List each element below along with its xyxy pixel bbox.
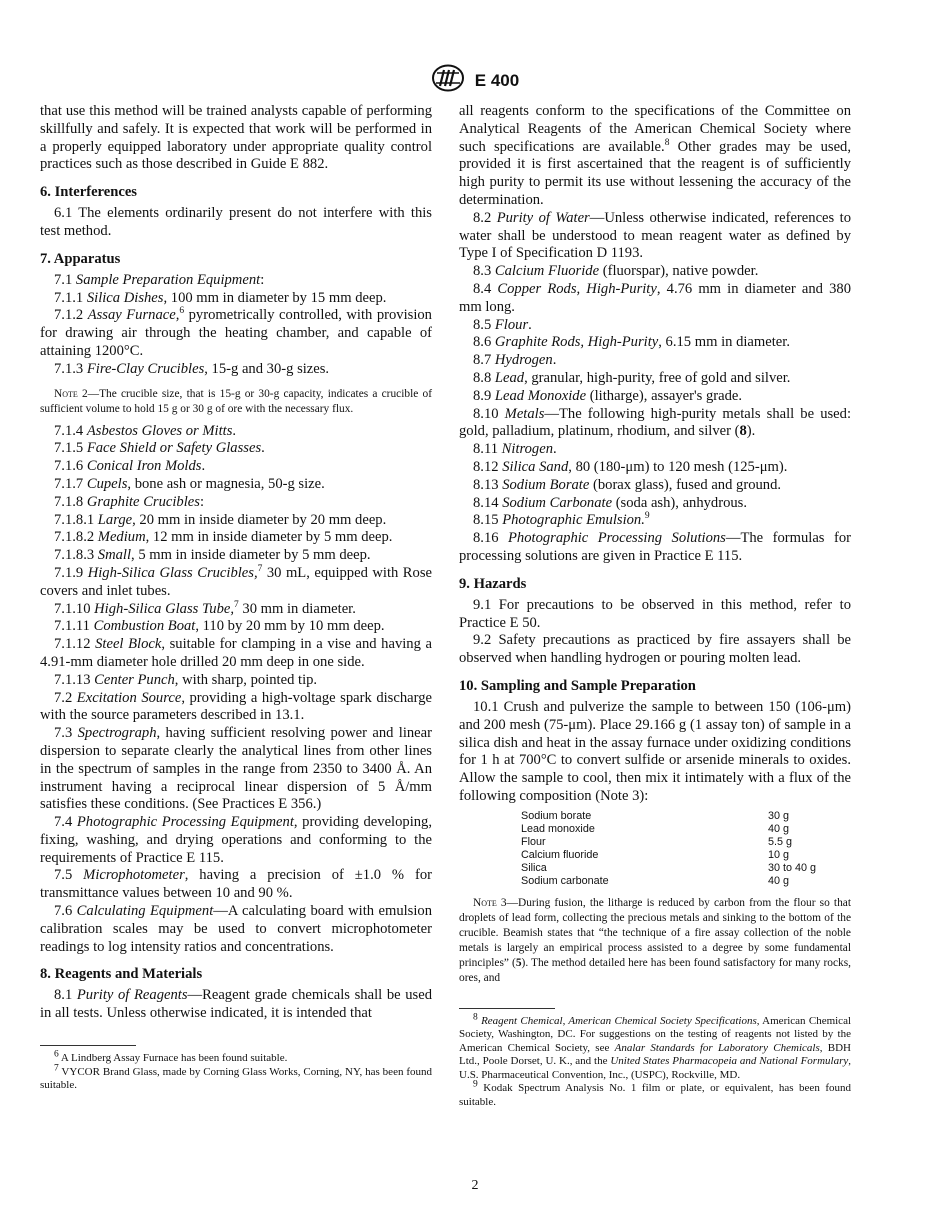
item-7-1-9: 7.1.9 High-Silica Glass Crucibles,$^7$ 30 mL, equipped with Rose covers and inlet tubes. xyxy=(40,564,432,599)
footnote-divider xyxy=(459,1008,555,1009)
item-8-15: 8.15 Photographic Emulsion.$^9$ xyxy=(473,511,650,529)
item-7-1-8-2: 7.1.8.2 Medium, 12 mm in inside diameter by 5 mm deep. xyxy=(54,529,393,546)
item-8-5: 8.5 Flour. xyxy=(473,316,532,333)
table-row: Silica 30 to 40 g xyxy=(521,861,817,874)
item-8-16: 8.16 Photographic Processing Solutions—The formulas for processing solutions are given in Practice E 115. xyxy=(459,530,851,564)
item-7-2: 7.2 Excitation Source, providing a high-voltage spark discharge with the source parameters described in 13.1. xyxy=(40,689,432,724)
item-7-1: 7.1 Sample Preparation Equipment: xyxy=(54,271,265,288)
item-7-1-2: 7.1.2 Assay Furnace,$^6$ pyrometrically controlled, with provision for drawing air through the heating chamber, and capable of attaining 1200°C. xyxy=(40,306,432,359)
note-2: Note 2—The crucible size, that is 15-g or 30-g capacity, indicates a crucible of sufficient volume to hold 15 g or 30 g of ore with the necessary flux. xyxy=(40,387,432,415)
item-8-9: 8.9 Lead Monoxide (litharge), assayer's grade. xyxy=(473,387,743,404)
table-row: Sodium borate 30 g xyxy=(521,809,790,822)
item-7-1-7: 7.1.7 Cupels, bone ash or magnesia, 50-g size. xyxy=(54,475,325,492)
paragraph: all reagents conform to the specifications of the Committee on Analytical Reagents of the American Chemical Society where such specifications are available.$^8$ Other grades may be used, provided it is first ascertained that the reagent is of sufficiently high purity to permit its use without lessening the accuracy of the determination. xyxy=(459,103,851,208)
item-9-1: 9.1 For precautions to be observed in this method, refer to Practice E 50. xyxy=(459,596,851,631)
page-header xyxy=(0,64,950,97)
item-7-1-13: 7.1.13 Center Punch, with sharp, pointed tip. xyxy=(54,671,318,688)
section-heading: 9. Hazards xyxy=(459,575,527,592)
note-3: Note 3—During fusion, the litharge is reduced by carbon from the flour so that droplets of lead form, collecting the precious metals and sinking to the bottom of the crucible. Beamish states that “the technique of a fire assay collection of the noble metals is largely an empirical process assisted to a degree by some fundamental principles” (5). The method detailed here has been found satisfactory for many rocks, ores, and xyxy=(459,896,852,984)
right-column xyxy=(459,103,851,1109)
item-7-1-3: 7.1.3 Fire-Clay Crucibles, 15-g and 30-g sizes. xyxy=(54,360,330,377)
item-7-3: 7.3 Spectrograph, having sufficient resolving power and linear dispersion to separate clearly the analytical lines from other lines in the spectrum of samples in the range from 2350 to 3400 Å. An instrument having a reciprocal linear dispersion of 5 Å/mm satisfies these conditions. (See Practices E 356.) xyxy=(40,725,432,813)
item-7-1-5: 7.1.5 Face Shield or Safety Glasses. xyxy=(54,440,265,457)
item-7-1-11: 7.1.11 Combustion Boat, 110 by 20 mm by 10 mm deep. xyxy=(54,618,385,635)
item-7-1-12: 7.1.12 Steel Block, suitable for clamping in a vise and having a 4.91-mm diameter hole drilled 20 mm deep in one side. xyxy=(40,636,432,670)
item-8-13: 8.13 Sodium Borate (borax glass), fused and ground. xyxy=(473,476,782,493)
item-7-4: 7.4 Photographic Processing Equipment, providing developing, fixing, washing, and drying operations and conforming to the requirements of Practice E 115. xyxy=(40,814,433,866)
item-7-1-8-1: 7.1.8.1 Large, 20 mm in inside diameter by 20 mm deep. xyxy=(54,511,387,528)
item-8-3: 8.3 Calcium Fluoride (fluorspar), native powder. xyxy=(473,263,759,280)
table-row: Sodium carbonate 40 g xyxy=(521,874,790,887)
flux-composition-table xyxy=(521,810,816,888)
item-8-11: 8.11 Nitrogen. xyxy=(473,441,557,458)
item-7-1-6: 7.1.6 Conical Iron Molds. xyxy=(54,458,206,475)
item-8-1: 8.1 Purity of Reagents—Reagent grade chemicals shall be used in all tests. Unless otherwise indicated, it is intended that xyxy=(40,987,432,1022)
item-8-12: 8.12 Silica Sand, 80 (180-μm) to 120 mesh (125-μm). xyxy=(473,458,788,475)
section-heading: 10. Sampling and Sample Preparation xyxy=(459,677,696,694)
footnote-7: $^7$ VYCOR Brand Glass, made by Corning Glass Works, Corning, NY, has been found suitable. xyxy=(40,1062,432,1092)
item-8-14: 8.14 Sodium Carbonate (soda ash), anhydrous. xyxy=(473,494,748,511)
footnote-9: $^9$ Kodak Spectrum Analysis No. 1 film or plate, or equivalent, has been found suitable. xyxy=(459,1079,851,1108)
item-8-7: 8.7 Hydrogen. xyxy=(473,352,557,369)
item-7-1-8-3: 7.1.8.3 Small, 5 mm in inside diameter by 5 mm deep. xyxy=(54,547,371,564)
footnote-6: $^6$ A Lindberg Assay Furnace has been found suitable. xyxy=(54,1049,288,1065)
table-row: Lead monoxide 40 g xyxy=(521,822,790,835)
item-8-4: 8.4 Copper Rods, High-Purity, 4.76 mm in diameter and 380 mm long. xyxy=(459,280,851,315)
item-7-5: 7.5 Microphotometer, having a precision of ±1.0 % for transmittance values between 10 and 90 %. xyxy=(40,867,433,902)
page-number: 2 xyxy=(471,1178,479,1193)
item-9-2: 9.2 Safety precautions as practiced by fire assayers shall be observed when handling hydrogen or pouring molten lead. xyxy=(459,632,851,667)
table-row: Flour 5.5 g xyxy=(521,835,793,848)
section-heading: 8. Reagents and Materials xyxy=(40,966,203,983)
table-row: Calcium fluoride 10 g xyxy=(521,848,790,861)
item-8-6: 8.6 Graphite Rods, High-Purity, 6.15 mm in diameter. xyxy=(473,334,790,351)
footnote-8: $^8$ Reagent Chemical, American Chemical Society Specifications, American Chemical Society, Washington, DC. For suggestions on the testing of reagents not listed by the American Chemical Society, see Analar Standards for Laboratory Chemicals, BDH Ltd., Poole Dorset, U. K., and the United States Pharmacopeia and National Formulary, U.S. Pharmaceutical Convention, Inc., (USPC), Rockville, MD. xyxy=(459,1012,852,1081)
item-8-8: 8.8 Lead, granular, high-purity, free of gold and silver. xyxy=(473,369,791,386)
left-column xyxy=(40,103,432,1093)
item-10-1: 10.1 Crush and pulverize the sample to between 150 (106-μm) and 200 mesh (75-μm). Place 29.166 g (1 assay ton) of sample in a silica dish and heat in the assay furnace under oxidizing conditions for 1 h at 700°C to convert sulfide or arsenide minerals to oxides. Allow the sample to cool, then mix it intimately with a flux of the following composition (Note 3): xyxy=(459,698,851,804)
item-7-1-10: 7.1.10 High-Silica Glass Tube,$^7$ 30 mm in diameter. xyxy=(54,599,356,617)
paragraph: that use this method will be trained analysts capable of performing skillfully and safely. It is expected that work will be performed in a properly equipped laboratory under appropriate quality control practices such as those described in Guide E 882. xyxy=(40,103,432,173)
section-heading: 6. Interferences xyxy=(40,184,137,201)
item-8-10: 8.10 Metals—The following high-purity metals shall be used: gold, palladium, platinum, rhodium, and silver (8). xyxy=(459,405,852,440)
item-7-1-1: 7.1.1 Silica Dishes, 100 mm in diameter by 15 mm deep. xyxy=(54,289,387,306)
footnote-divider xyxy=(40,1045,136,1046)
section-heading: 7. Apparatus xyxy=(40,250,121,267)
item-7-1-4: 7.1.4 Asbestos Gloves or Mitts. xyxy=(54,422,237,439)
item-7-1-8: 7.1.8 Graphite Crucibles: xyxy=(54,493,205,510)
item-7-6: 7.6 Calculating Equipment—A calculating board with emulsion calibration scales may be used to convert microphotometer readings to log intensity ratios and concentrations. xyxy=(40,903,432,955)
designation: E 400 xyxy=(474,70,520,90)
item-8-2: 8.2 Purity of Water—Unless otherwise indicated, references to water shall be understood to mean reagent water as defined by Type I of Specification D 1193. xyxy=(459,209,851,262)
astm-logo-icon xyxy=(431,64,465,97)
paragraph: 6.1 The elements ordinarily present do not interfere with this test method. xyxy=(40,205,432,239)
